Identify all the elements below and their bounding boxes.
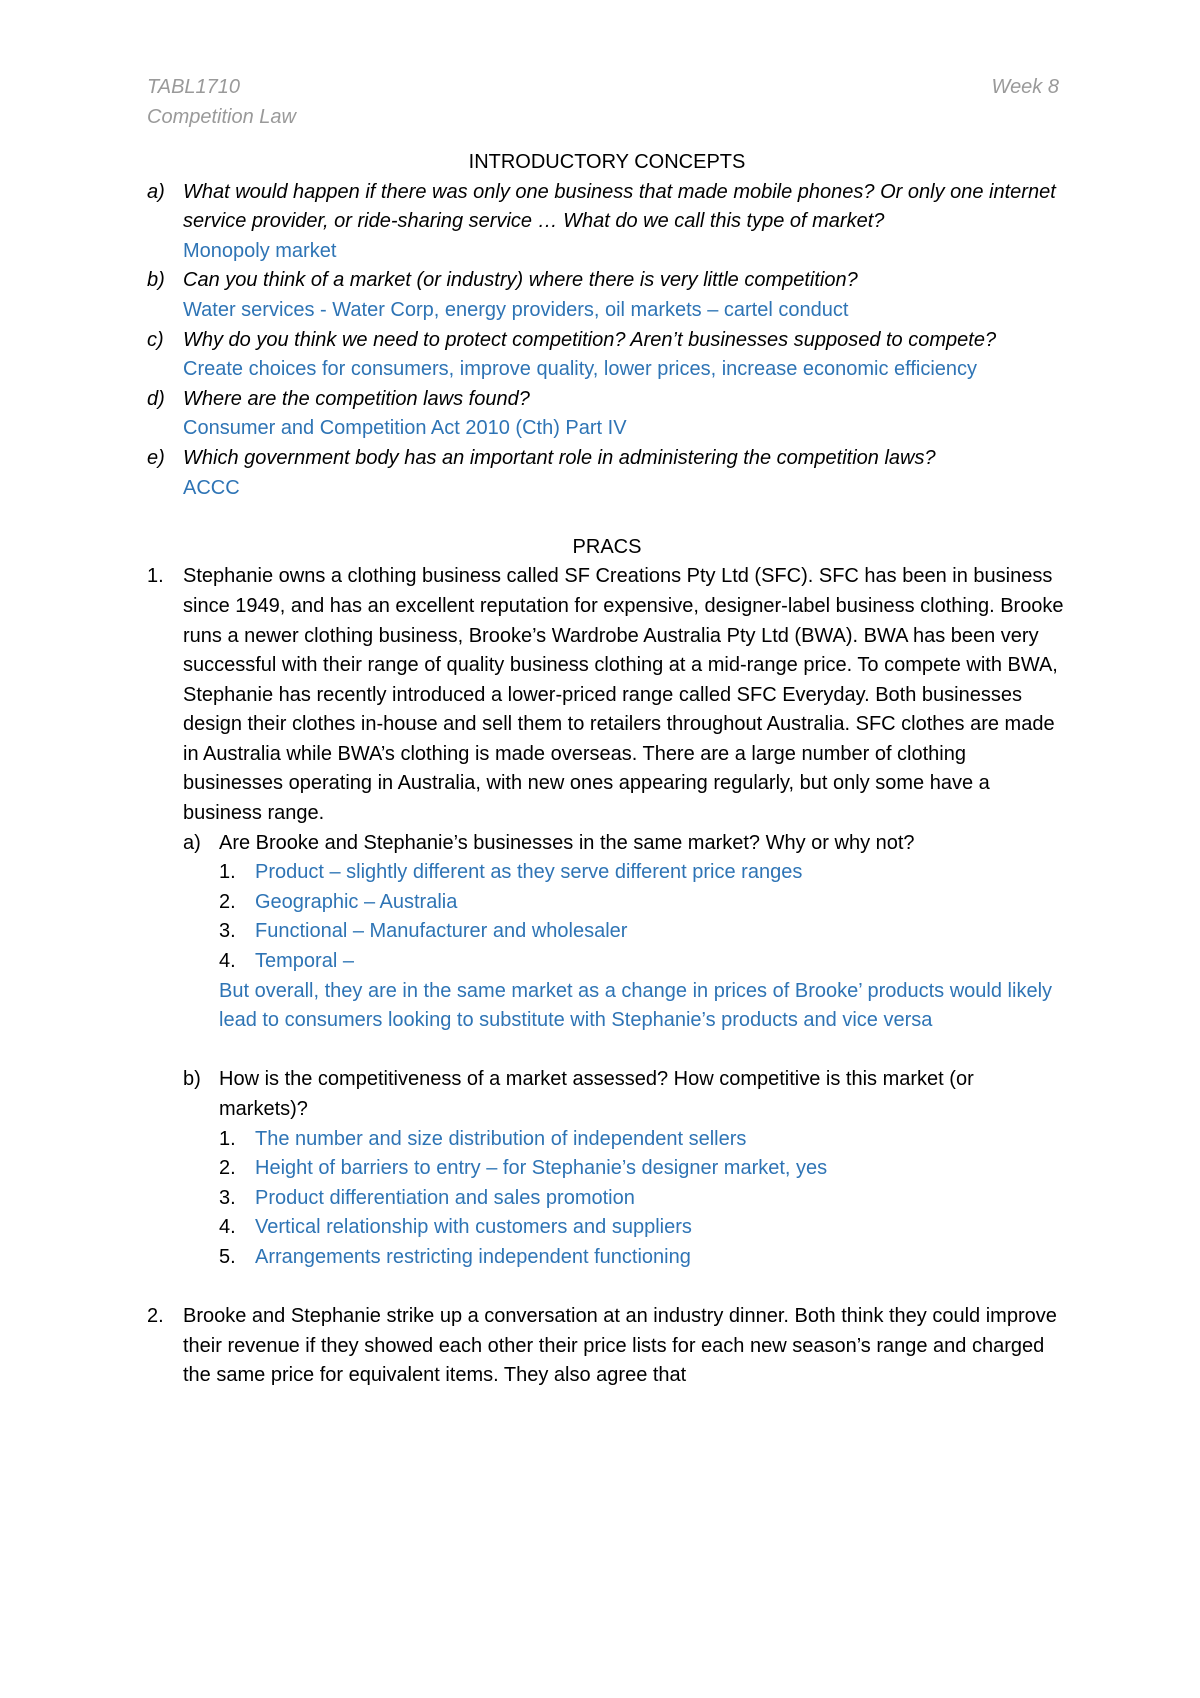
prac-scenario-text: Stephanie owns a clothing business called SF Creations Pty Ltd (SFC). SFC has been in business since 1949, and has an excellent reputation for expensive, designer-label business clothing. Brooke runs a newer clothing business, Brooke’s Wardrobe Australia Pty Ltd (BWA). BWA has been very successful with their range of quality business clothing at a mid-range price. To compete with BWA, Stephanie has recently introduced a lower-priced range called SFC Everyday. Both businesses design their clothes in-house and sell them to retailers throughout Australia. SFC clothes are made in Australia while BWA’s clothing is made overseas. There are a large number of clothing businesses operating in Australia, with new ones appearing regularly, but only some have a business range. [183,565,1064,825]
pracs-section-title: PRACS [572,535,642,558]
course-code: TABL1710 [147,76,241,98]
question-marker: e) [147,446,165,469]
document-body [147,148,1067,1391]
item-text: Functional – Manufacturer and wholesaler [255,920,628,943]
intro-question-list [147,178,1067,504]
question-marker: c) [147,328,164,351]
item-number: 3. [219,1186,236,1209]
page-header [147,72,1059,132]
subquestion-text: How is the competitiveness of a market assessed? How competitive is this market (or markets)? [219,1068,974,1120]
prac-question-2 [147,1302,1067,1391]
prac-subquestion-a [183,829,1067,1036]
intro-question-b [147,266,1067,325]
item-text: Vertical relationship with customers and suppliers [255,1216,692,1239]
answer-list-item [219,947,1067,977]
answer-list-item [219,1184,1067,1214]
week-label: Week 8 [991,76,1059,98]
item-text: Temporal – [255,950,354,973]
question-text: Where are the competition laws found? [183,387,530,410]
item-text: Height of barriers to entry – for Stephanie’s designer market, yes [255,1157,828,1180]
intro-question-d [147,385,1067,444]
topic-label: Competition Law [147,106,296,128]
item-text: Product – slightly different as they serve different price ranges [255,861,803,884]
intro-question-a [147,178,1067,267]
item-text: The number and size distribution of independent sellers [255,1127,747,1150]
item-text: Product differentiation and sales promotion [255,1186,635,1209]
answer-list-item [219,1125,1067,1155]
intro-question-c [147,326,1067,385]
question-text: Why do you think we need to protect competition? Aren’t businesses supposed to compete? [183,328,997,351]
answer-text: Consumer and Competition Act 2010 (Cth) Part IV [183,417,627,440]
prac-scenario-text: Brooke and Stephanie strike up a conversation at an industry dinner. Both think they could improve their revenue if they showed each other their price lists for each new season’s range and charged the same price for equivalent items. They also agree that [183,1305,1057,1387]
item-number: 3. [219,920,236,943]
subquestion-text: Are Brooke and Stephanie’s businesses in the same market? Why or why not? [219,831,915,854]
item-text: Geographic – Australia [255,890,458,913]
question-text: Can you think of a market (or industry) where there is very little competition? [183,269,858,292]
answer-text: Create choices for consumers, improve quality, lower prices, increase economic efficiency [183,358,978,381]
prac-number: 1. [147,565,164,588]
answer-list-item [219,1213,1067,1243]
item-number: 1. [219,861,236,884]
prac-subquestion-b [183,1065,1067,1272]
item-number: 2. [219,1157,236,1180]
item-text: Arrangements restricting independent functioning [255,1245,691,1268]
answer-list-item [219,1243,1067,1273]
answer-text: Water services - Water Corp, energy providers, oil markets – cartel conduct [183,298,849,321]
question-marker: a) [147,180,165,203]
item-number: 2. [219,890,236,913]
prac-number: 2. [147,1305,164,1328]
answer-list-item [219,858,1067,888]
answer-list-item [219,888,1067,918]
item-number: 4. [219,1216,236,1239]
spacer [147,503,1067,533]
answer-list-item [219,917,1067,947]
question-marker: b) [147,269,165,292]
answer-text: ACCC [183,476,240,499]
prac-question-1 [147,562,1067,1272]
item-number: 4. [219,950,236,973]
answer-conclusion: But overall, they are in the same market as a change in prices of Brooke’ products would likely lead to consumers looking to substitute with Stephanie’s products and vice versa [219,979,1053,1032]
answer-text: Monopoly market [183,239,337,262]
subquestion-marker: b) [183,1068,201,1091]
question-text: What would happen if there was only one business that made mobile phones? Or only one internet service provider, or ride-sharing service … What do we call this type of market? [183,180,1056,233]
intro-section-title: INTRODUCTORY CONCEPTS [468,151,746,173]
item-number: 5. [219,1245,236,1268]
subquestion-marker: a) [183,831,201,854]
item-number: 1. [219,1127,236,1150]
question-text: Which government body has an important role in administering the competition laws? [183,446,936,469]
answer-list-item [219,1154,1067,1184]
question-marker: d) [147,387,165,410]
spacer [147,1273,1067,1303]
spacer [183,1036,1067,1066]
intro-question-e [147,444,1067,503]
